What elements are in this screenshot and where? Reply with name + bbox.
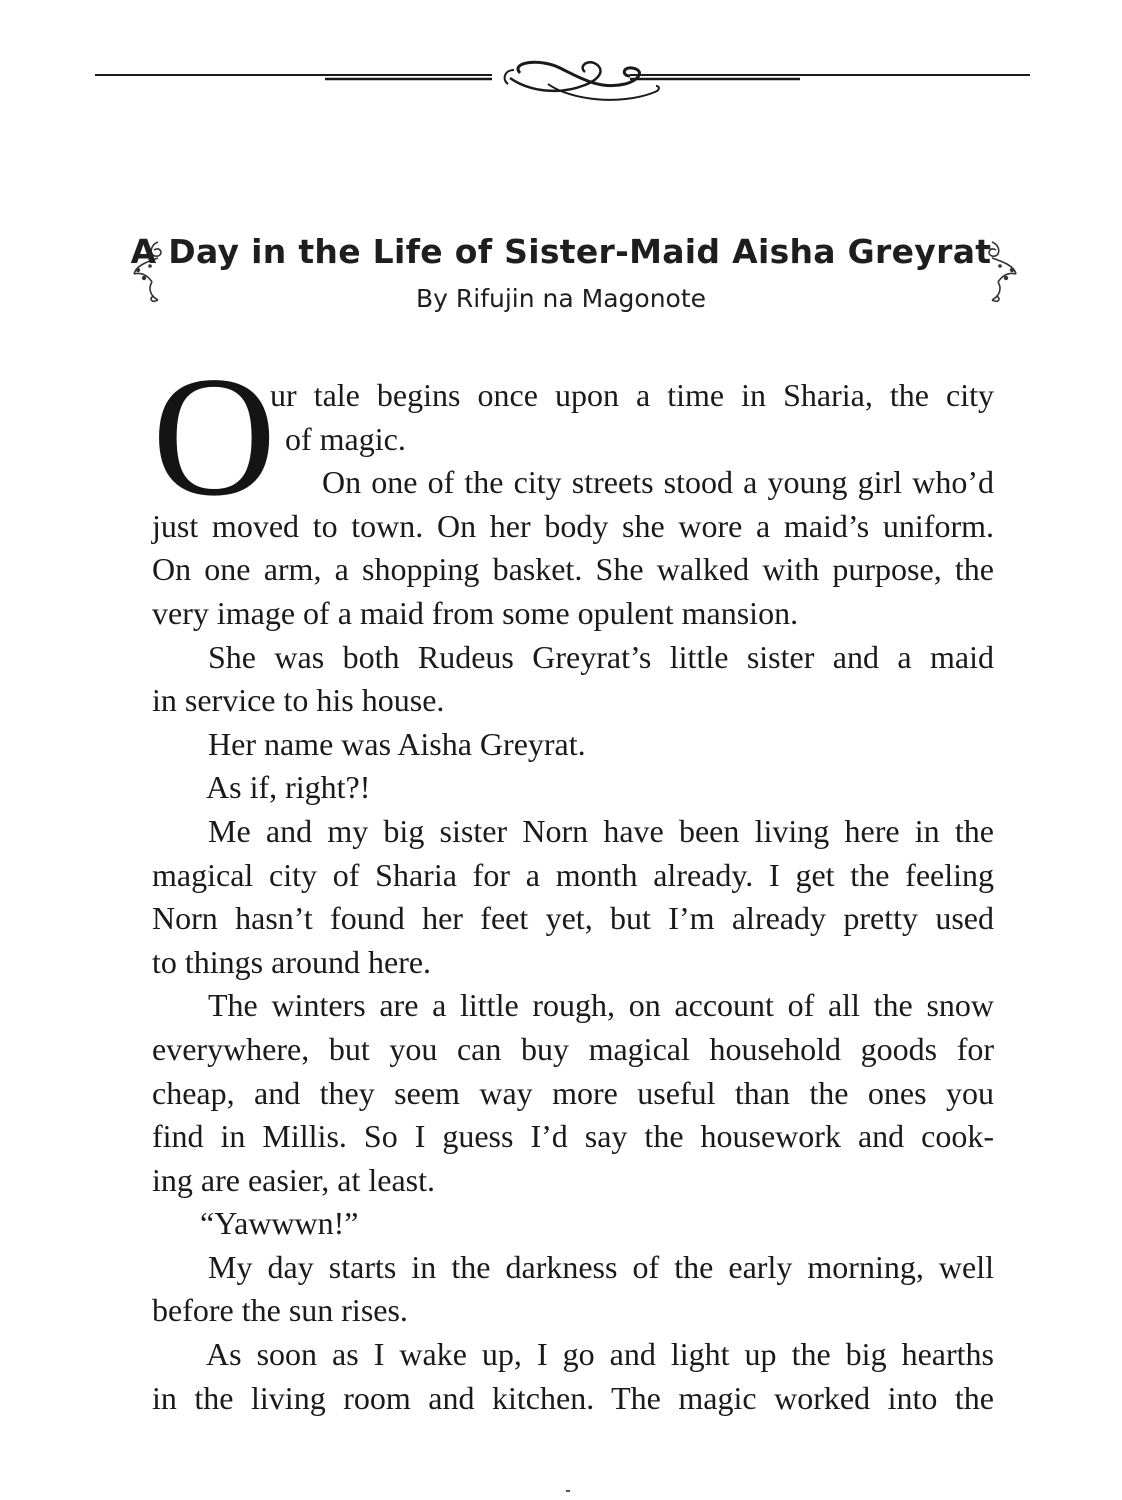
text-line: find in Millis. So I guess I’d say the housework and cook- (152, 1118, 994, 1155)
text-line: As soon as I wake up, I go and light up the big hearths (206, 1336, 994, 1373)
text-line: ur tale begins once upon a time in Sharia, the city (270, 377, 994, 413)
text-line: in the living room and kitchen. The magic worked into the (152, 1379, 994, 1416)
text-line: My day starts in the darkness of the early morning, well (208, 1248, 994, 1285)
chapter-header (0, 228, 1122, 328)
text-line: of magic. (285, 420, 406, 457)
text-line: On one arm, a shopping basket. She walked with purpose, the (152, 551, 994, 588)
text-line: Norn hasn’t found her feet yet, but I’m already pretty used (152, 900, 994, 937)
text-line: just moved to town. On her body she wore a maid’s uniform. (152, 507, 994, 544)
text-line: Her name was Aisha Greyrat. (208, 725, 586, 762)
text-line: On one of the city streets stood a young girl who’d (322, 464, 994, 501)
page-number-mark (566, 1490, 570, 1492)
text-line: to things around here. (152, 943, 432, 980)
text-line: in service to his house. (152, 682, 445, 719)
text-line: Me and my big sister Norn have been living here in the (208, 812, 994, 849)
drop-cap: O (152, 342, 277, 532)
text-line: everywhere, but you can buy magical household goods for (152, 1030, 994, 1067)
text-line: cheap, and they seem way more useful than the ones you (152, 1074, 994, 1111)
text-line: before the sun rises. (152, 1292, 408, 1329)
story-body (152, 374, 994, 1420)
text-line: very image of a maid from some opulent mansion. (152, 594, 799, 631)
text-line: As if, right?! (206, 769, 371, 806)
text-line: magical city of Sharia for a month already. I get the feeling (152, 856, 994, 893)
chapter-title: A Day in the Life of Sister-Maid Aisha Greyrat (130, 232, 992, 271)
floral-flourish-icon (976, 236, 1022, 308)
author-byline: By Rifujin na Magonote (415, 284, 707, 313)
text-line: ing are easier, at least. (152, 1161, 436, 1198)
text-line: “Yawwwn!” (200, 1205, 359, 1242)
text-line: The winters are a little rough, on account of all the snow (208, 987, 994, 1024)
swirl-divider-icon (0, 40, 1122, 120)
text-line: She was both Rudeus Greyrat’s little sister and a maid (208, 638, 994, 675)
